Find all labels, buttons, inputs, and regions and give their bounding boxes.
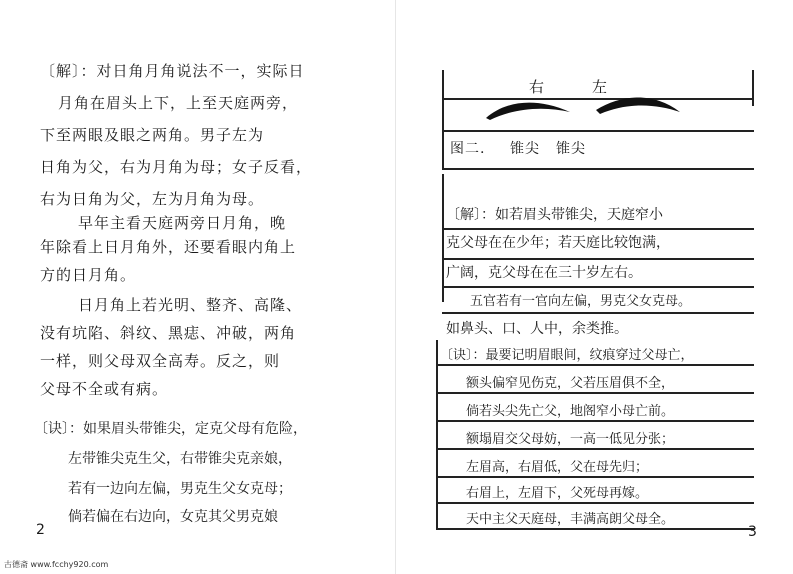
- text-line: 五官若有一官向左偏，男克父女克母。: [470, 294, 692, 309]
- text-line: 左带锥尖克生父，右带锥尖克亲娘，: [68, 451, 292, 467]
- left-page: [0, 0, 396, 574]
- text-rule: [442, 286, 754, 288]
- figure-border-right: [752, 70, 754, 106]
- right-page: [396, 0, 793, 574]
- text-line: 倘若头尖先亡父，地阁窄小母亡前。: [466, 404, 675, 419]
- text-line: 日角为父，右为月角为母；女子反看，: [40, 158, 313, 176]
- figure-caption-label: 锥尖: [556, 141, 586, 157]
- text-rule: [442, 228, 754, 230]
- site-watermark: 古德斋 www.fcchy920.com: [4, 560, 109, 569]
- verse-rule: [436, 364, 754, 366]
- text-line: 如鼻头、口、人中，余类推。: [446, 321, 628, 337]
- page-number: 2: [36, 522, 45, 538]
- text-line: 没有坑陷、斜纹、黑痣、冲破，两角: [40, 324, 297, 342]
- text-line: 月角在眉头上下，上至天庭两旁，: [58, 94, 299, 112]
- text-line: 年除看上日月角外，还要看眼内角上: [40, 238, 297, 256]
- text-rule: [442, 258, 754, 260]
- text-line: 〔诀〕：如果眉头带锥尖，定克父母有危险，: [34, 421, 307, 437]
- text-line: 左眉高，右眉低，父在母先归；: [466, 460, 649, 475]
- eyebrow-left-illustration: [592, 92, 682, 118]
- text-line: 父母不全或有病。: [40, 380, 169, 398]
- verse-rule: [436, 476, 754, 478]
- text-line: 〔诀〕：最要记明眉眼间，纹痕穿过父母亡，: [440, 348, 694, 363]
- figure-caption-label: 锥尖: [510, 141, 540, 157]
- text-border-left: [442, 174, 444, 302]
- text-line: 一样，则父母双全高寿。反之，则: [40, 352, 281, 370]
- text-line: 倘若偏在右边向，女克其父男克娘: [68, 509, 278, 525]
- text-line: 额头偏窄见伤克，父若压眉俱不全，: [466, 376, 675, 391]
- verse-rule: [436, 420, 754, 422]
- text-line: 若有一边向左偏，男克生父女克母；: [68, 481, 292, 497]
- text-line: 右眉上，左眉下，父死母再嫁。: [466, 486, 649, 501]
- figure-label-left: 左: [592, 78, 609, 96]
- text-line: 额塌眉交父母妨，一高一低见分张；: [466, 432, 675, 447]
- text-line: 右为日角为父，左为月角为母。: [40, 190, 265, 208]
- figure-border-left: [442, 70, 444, 170]
- figure-rule: [442, 168, 754, 170]
- verse-rule: [436, 448, 754, 450]
- figure-rule: [442, 130, 754, 132]
- verse-rule: [436, 392, 754, 394]
- text-line: 早年主看天庭两旁日月角，晚: [78, 214, 287, 232]
- text-line: 方的日月角。: [40, 266, 137, 284]
- figure-caption-title: 图二.: [450, 141, 486, 157]
- text-line: 〔解〕：对日角月角说法不一，实际日: [40, 62, 305, 80]
- verse-rule: [436, 502, 754, 504]
- text-line: 克父母在在少年；若天庭比较饱满，: [446, 235, 670, 251]
- eyebrow-right-illustration: [484, 96, 574, 122]
- text-line: 广阔，克父母在在三十岁左右。: [446, 265, 642, 281]
- text-line: 日月角上若光明、整齐、高隆、: [78, 296, 303, 314]
- text-line: 〔解〕：如若眉头带锥尖，天庭窄小: [446, 207, 663, 223]
- text-line: 下至两眼及眼之两角。男子左为: [40, 126, 265, 144]
- page-number: 3: [748, 524, 757, 540]
- text-rule: [442, 312, 754, 314]
- text-line: 天中主父天庭母，丰满高朗父母全。: [466, 512, 675, 527]
- figure-label-right: 右: [529, 78, 546, 96]
- verse-rule: [436, 528, 754, 530]
